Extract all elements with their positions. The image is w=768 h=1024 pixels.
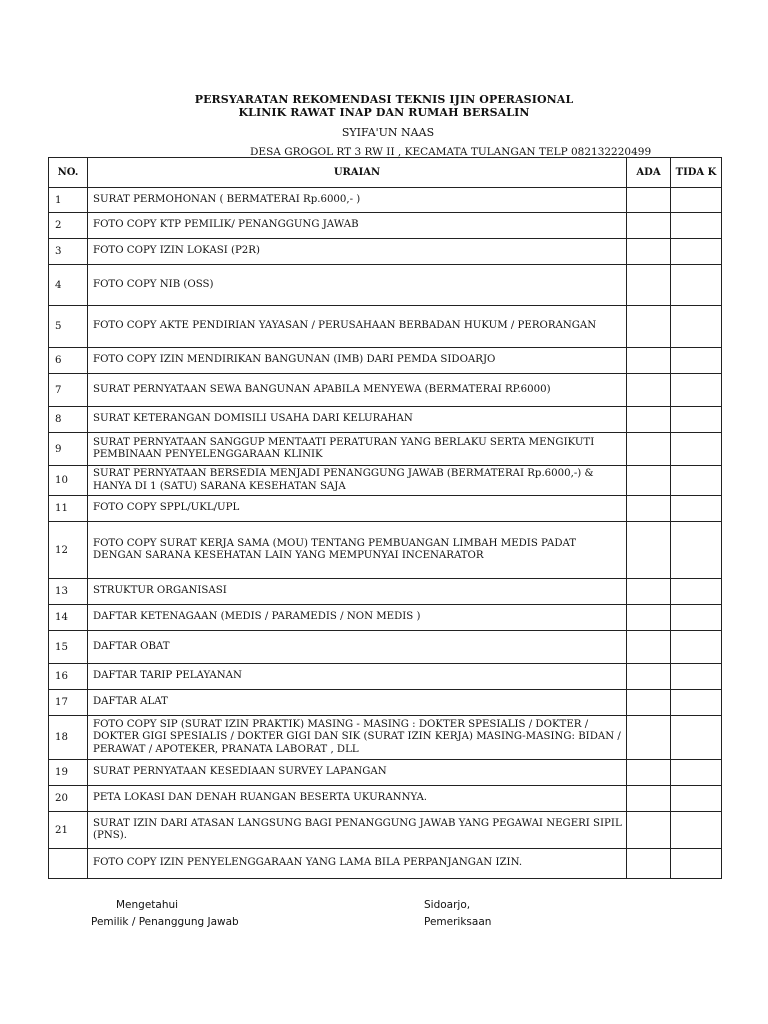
tidak-cell[interactable] (671, 374, 722, 407)
row-number: 15 (49, 631, 88, 664)
ada-cell[interactable] (627, 716, 671, 760)
table-row (49, 374, 722, 407)
table-row (49, 579, 722, 605)
tidak-cell[interactable] (671, 433, 722, 466)
table-row (49, 348, 722, 374)
table-row (49, 690, 722, 716)
row-number: 3 (49, 239, 88, 265)
tidak-cell[interactable] (671, 306, 722, 348)
tidak-cell[interactable] (671, 239, 722, 265)
tidak-cell[interactable] (671, 265, 722, 306)
row-description: FOTO COPY IZIN LOKASI (P2R) (88, 239, 627, 265)
row-description: SURAT PERNYATAAN SANGGUP MENTAATI PERATURAN YANG BERLAKU SERTA MENGIKUTI PEMBINAAN PENYELENGGARAAN KLINIK (88, 433, 627, 466)
table-row (49, 522, 722, 579)
row-number: 2 (49, 213, 88, 239)
ada-cell[interactable] (627, 605, 671, 631)
facility-address: DESA GROGOL RT 3 RW II , KECAMATA TULANGAN TELP 082132220499 (250, 146, 652, 158)
row-number: 9 (49, 433, 88, 466)
row-number: 12 (49, 522, 88, 579)
row-description: FOTO COPY SPPL/UKL/UPL (88, 496, 627, 522)
facility-name: SYIFA'UN NAAS (341, 126, 435, 139)
table-row (49, 631, 722, 664)
ada-cell[interactable] (627, 433, 671, 466)
requirements-table (48, 157, 722, 879)
table-row (49, 716, 722, 760)
ada-cell[interactable] (627, 760, 671, 786)
row-number: 16 (49, 664, 88, 690)
row-description: SURAT PERMOHONAN ( BERMATERAI Rp.6000,- ) (88, 188, 627, 213)
row-description: SURAT PERNYATAAN BERSEDIA MENJADI PENANGGUNG JAWAB (BERMATERAI Rp.6000,-) & HANYA DI 1 (SATU) SARANA KESEHATAN SAJA (88, 466, 627, 496)
table-row (49, 306, 722, 348)
ada-cell[interactable] (627, 849, 671, 879)
row-description: DAFTAR KETENAGAAN (MEDIS / PARAMEDIS / NON MEDIS ) (88, 605, 627, 631)
ada-cell[interactable] (627, 407, 671, 433)
table-row (49, 496, 722, 522)
ada-cell[interactable] (627, 496, 671, 522)
row-description: SURAT PERNYATAAN SEWA BANGUNAN APABILA MENYEWA (BERMATERAI RP.6000) (88, 374, 627, 407)
row-description: FOTO COPY KTP PEMILIK/ PENANGGUNG JAWAB (88, 213, 627, 239)
tidak-cell[interactable] (671, 760, 722, 786)
column-header-no: NO. (49, 158, 88, 188)
row-number: 4 (49, 265, 88, 306)
row-description: DAFTAR TARIP PELAYANAN (88, 664, 627, 690)
ada-cell[interactable] (627, 522, 671, 579)
row-number: 1 (49, 188, 88, 213)
tidak-cell[interactable] (671, 579, 722, 605)
ada-cell[interactable] (627, 374, 671, 407)
row-number: 6 (49, 348, 88, 374)
table-row (49, 213, 722, 239)
row-description: SURAT PERNYATAAN KESEDIAAN SURVEY LAPANGAN (88, 760, 627, 786)
tidak-cell[interactable] (671, 522, 722, 579)
table-row (49, 188, 722, 213)
table-row (49, 664, 722, 690)
row-description: DAFTAR ALAT (88, 690, 627, 716)
tidak-cell[interactable] (671, 213, 722, 239)
ada-cell[interactable] (627, 348, 671, 374)
row-number: 8 (49, 407, 88, 433)
tidak-cell[interactable] (671, 605, 722, 631)
tidak-cell[interactable] (671, 631, 722, 664)
tidak-cell[interactable] (671, 690, 722, 716)
footer-owner-label: Pemilik / Penanggung Jawab (91, 916, 239, 928)
tidak-cell[interactable] (671, 716, 722, 760)
row-description: DAFTAR OBAT (88, 631, 627, 664)
table-body (49, 188, 722, 879)
row-number: 20 (49, 786, 88, 812)
row-number: 13 (49, 579, 88, 605)
table-row (49, 407, 722, 433)
table-row (49, 265, 722, 306)
table-row (49, 466, 722, 496)
ada-cell[interactable] (627, 812, 671, 849)
ada-cell[interactable] (627, 265, 671, 306)
row-number: 7 (49, 374, 88, 407)
document-title-line-2: KLINIK RAWAT INAP DAN RUMAH BERSALIN (238, 106, 530, 119)
row-description: FOTO COPY AKTE PENDIRIAN YAYASAN / PERUSAHAAN BERBADAN HUKUM / PERORANGAN (88, 306, 627, 348)
table-row (49, 849, 722, 879)
footer-place: Sidoarjo, (424, 899, 471, 911)
table-row (49, 433, 722, 466)
row-description: SURAT IZIN DARI ATASAN LANGSUNG BAGI PENANGGUNG JAWAB YANG PEGAWAI NEGERI SIPIL (PNS). (88, 812, 627, 849)
row-number: 14 (49, 605, 88, 631)
row-description: FOTO COPY SIP (SURAT IZIN PRAKTIK) MASING - MASING : DOKTER SPESIALIS / DOKTER / DOKTER GIGI SPESIALIS / DOKTER GIGI DAN SIK (SURAT IZIN KERJA) MASING-MASING: BIDAN / PERAWAT / APOTEKER, PRANATA LABORAT , DLL (88, 716, 627, 760)
row-description: FOTO COPY IZIN MENDIRIKAN BANGUNAN (IMB) DARI PEMDA SIDOARJO (88, 348, 627, 374)
tidak-cell[interactable] (671, 812, 722, 849)
tidak-cell[interactable] (671, 188, 722, 213)
ada-cell[interactable] (627, 579, 671, 605)
tidak-cell[interactable] (671, 348, 722, 374)
ada-cell[interactable] (627, 631, 671, 664)
column-header-tidak: TIDA K (671, 158, 722, 188)
table-row (49, 239, 722, 265)
tidak-cell[interactable] (671, 466, 722, 496)
tidak-cell[interactable] (671, 849, 722, 879)
tidak-cell[interactable] (671, 407, 722, 433)
column-header-ada: ADA (627, 158, 671, 188)
tidak-cell[interactable] (671, 664, 722, 690)
footer-acknowledged: Mengetahui (116, 899, 179, 911)
column-header-uraian: URAIAN (88, 158, 627, 188)
row-description: PETA LOKASI DAN DENAH RUANGAN BESERTA UKURANNYA. (88, 786, 627, 812)
ada-cell[interactable] (627, 213, 671, 239)
ada-cell[interactable] (627, 786, 671, 812)
ada-cell[interactable] (627, 664, 671, 690)
row-description: FOTO COPY IZIN PENYELENGGARAAN YANG LAMA BILA PERPANJANGAN IZIN. (88, 849, 627, 879)
row-number (49, 849, 88, 879)
row-number: 21 (49, 812, 88, 849)
ada-cell[interactable] (627, 239, 671, 265)
table-row (49, 786, 722, 812)
row-number: 10 (49, 466, 88, 496)
row-description: STRUKTUR ORGANISASI (88, 579, 627, 605)
row-number: 5 (49, 306, 88, 348)
row-number: 17 (49, 690, 88, 716)
table-row (49, 812, 722, 849)
ada-cell[interactable] (627, 466, 671, 496)
row-description: SURAT KETERANGAN DOMISILI USAHA DARI KELURAHAN (88, 407, 627, 433)
row-number: 18 (49, 716, 88, 760)
row-description: FOTO COPY NIB (OSS) (88, 265, 627, 306)
ada-cell[interactable] (627, 188, 671, 213)
ada-cell[interactable] (627, 690, 671, 716)
table-header-row (49, 158, 722, 188)
ada-cell[interactable] (627, 306, 671, 348)
table-row (49, 605, 722, 631)
row-number: 11 (49, 496, 88, 522)
row-number: 19 (49, 760, 88, 786)
row-description: FOTO COPY SURAT KERJA SAMA (MOU) TENTANG PEMBUANGAN LIMBAH MEDIS PADAT DENGAN SARANA KESEHATAN LAIN YANG MEMPUNYAI INCENARATOR (88, 522, 627, 579)
tidak-cell[interactable] (671, 786, 722, 812)
footer-inspection-label: Pemeriksaan (424, 916, 492, 928)
table-row (49, 760, 722, 786)
tidak-cell[interactable] (671, 496, 722, 522)
document-title-line-1: PERSYARATAN REKOMENDASI TEKNIS IJIN OPERASIONAL (194, 93, 574, 106)
